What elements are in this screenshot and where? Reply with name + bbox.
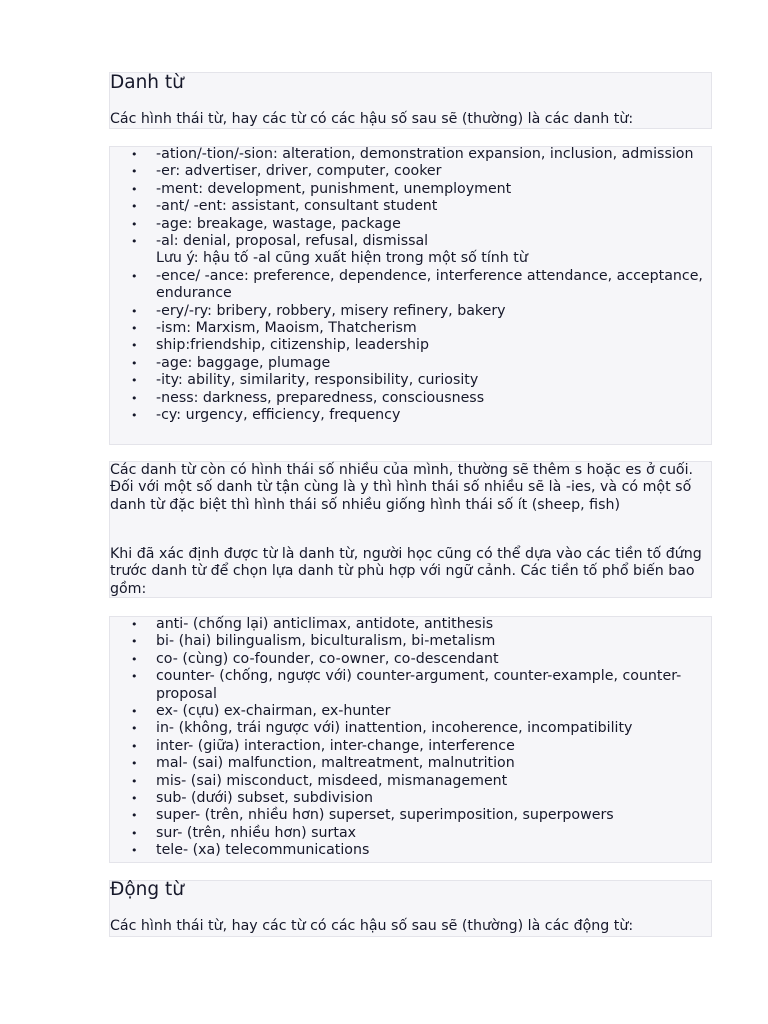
list-item [131, 354, 712, 372]
list-item [131, 389, 712, 407]
list-item [131, 842, 712, 859]
bullet-icon: • [131, 322, 138, 336]
bullet-icon: • [131, 670, 138, 684]
list-item-text: sub- (dưới) subset, subdivision [156, 790, 373, 807]
plural-note: Các danh từ còn có hình thái số nhiều của mình, thường sẽ thêm s hoặc es ở cuối. Đối với một số danh từ tận cùng là y thì hình thái số nhiều sẽ là -ies, và có một số danh từ đặc biệt thì hình thái số nhiều giống hình thái số ít (sheep, fish) [110, 462, 694, 513]
list-item-text: -ism: Marxism, Maoism, Thatcherism [156, 320, 417, 337]
list-item-text: mal- (sai) malfunction, maltreatment, malnutrition [156, 755, 515, 772]
list-item-text: -ation/-tion/-sion: alteration, demonstration expansion, inclusion, admission [156, 146, 694, 162]
bullet-icon: • [131, 826, 138, 840]
bullet-icon: • [131, 339, 138, 353]
prefix-list [131, 616, 712, 860]
bullet-icon: • [131, 809, 138, 823]
bullet-icon: • [131, 391, 138, 405]
bullet-icon: • [131, 409, 138, 423]
list-item [131, 616, 712, 633]
list-item [131, 790, 712, 807]
list-item-text: -ness: darkness, preparedness, consciousness [156, 389, 485, 406]
bullet-icon: • [131, 635, 138, 649]
bullet-icon: • [131, 705, 138, 719]
noun-heading: Danh từ [110, 72, 184, 93]
verb-intro: Các hình thái từ, hay các từ có các hậu số sau sẽ (thường) là các động từ: [110, 918, 634, 934]
bullet-icon: • [131, 235, 138, 249]
list-item [131, 772, 712, 790]
list-item-text: ex- (cựu) ex-chairman, ex-hunter [156, 703, 391, 720]
list-item-text: bi- (hai) bilingualism, biculturalism, bi-metalism [156, 633, 496, 650]
bullet-icon: • [131, 652, 138, 666]
noun-intro: Các hình thái từ, hay các từ có các hậu số sau sẽ (thường) là các danh từ: [110, 111, 634, 127]
bullet-icon: • [131, 757, 138, 771]
list-item-text: super- (trên, nhiều hơn) superset, superimposition, superpowers [156, 807, 614, 824]
list-item-text: -er: advertiser, driver, computer, cooker [156, 163, 442, 180]
list-item [131, 372, 712, 389]
list-item-text: -ity: ability, similarity, responsibility, curiosity [156, 372, 479, 389]
list-item [131, 233, 712, 268]
list-item [131, 267, 712, 303]
bullet-icon: • [131, 269, 138, 283]
list-item [131, 807, 712, 824]
list-item [131, 146, 712, 163]
list-item [131, 633, 712, 650]
list-item-text: in- (không, trái ngược với) inattention, incoherence, incompatibility [156, 720, 633, 737]
list-item [131, 337, 712, 354]
list-item [131, 755, 712, 772]
list-item [131, 302, 712, 320]
prefix-intro: Khi đã xác định được từ là danh từ, người học cũng có thể dựa vào các tiền tố đứng trước danh từ để chọn lựa danh từ phù hợp với ngữ cảnh. Các tiền tố phổ biến bao gồm: [110, 546, 702, 597]
list-item-text: -ence/ -ance: preference, dependence, interference attendance, acceptance, endurance [156, 267, 703, 302]
list-item-text: counter- (chống, ngược với) counter-argument, counter-example, counter-proposal [156, 668, 682, 702]
list-item-text: -ment: development, punishment, unemployment [156, 180, 512, 197]
list-item [131, 650, 712, 668]
list-item-text: tele- (xa) telecommunications [156, 842, 370, 859]
bullet-icon: • [131, 792, 138, 806]
list-item [131, 720, 712, 737]
list-item-text: -age: baggage, plumage [156, 354, 331, 371]
list-item-text: inter- (giữa) interaction, inter-change, interference [156, 737, 515, 754]
list-item-text: -ant/ -ent: assistant, consultant student [156, 198, 438, 215]
bullet-icon: • [131, 739, 138, 753]
list-item [131, 703, 712, 720]
bullet-icon: • [131, 844, 138, 858]
list-item-text: -ery/-ry: bribery, robbery, misery refinery, bakery [156, 302, 506, 319]
list-item [131, 163, 712, 180]
list-item-text: ship:friendship, citizenship, leadership [156, 337, 429, 354]
list-item [131, 320, 712, 337]
list-item [131, 824, 712, 842]
bullet-icon: • [131, 304, 138, 318]
list-item [131, 407, 712, 424]
list-item-text: -al: denial, proposal, refusal, dismissal Lưu ý: hậu tố -al cũng xuất hiện trong một số tính từ [156, 233, 528, 267]
bullet-icon: • [131, 217, 138, 231]
list-item-text: mis- (sai) misconduct, misdeed, mismanagement [156, 772, 508, 789]
list-item [131, 737, 712, 755]
bullet-icon: • [131, 722, 138, 736]
list-item-text: sur- (trên, nhiều hơn) surtax [156, 824, 357, 841]
list-item-text: -age: breakage, wastage, package [156, 215, 401, 232]
bullet-icon: • [131, 356, 138, 370]
list-item-text: -cy: urgency, efficiency, frequency [156, 407, 401, 424]
list-item-text: co- (cùng) co-founder, co-owner, co-descendant [156, 650, 499, 667]
bullet-icon: • [131, 774, 138, 788]
bullet-icon: • [131, 182, 138, 196]
bullet-icon: • [131, 374, 138, 388]
verb-heading: Động từ [110, 879, 184, 900]
list-item-text: anti- (chống lại) anticlimax, antidote, antithesis [156, 616, 494, 632]
list-item [131, 198, 712, 215]
bullet-icon: • [131, 165, 138, 179]
suffix-list [131, 146, 712, 425]
bullet-icon: • [131, 148, 138, 161]
bullet-icon: • [131, 200, 138, 214]
list-item [131, 668, 712, 703]
list-item [131, 180, 712, 198]
list-item [131, 215, 712, 233]
bullet-icon: • [131, 618, 138, 631]
